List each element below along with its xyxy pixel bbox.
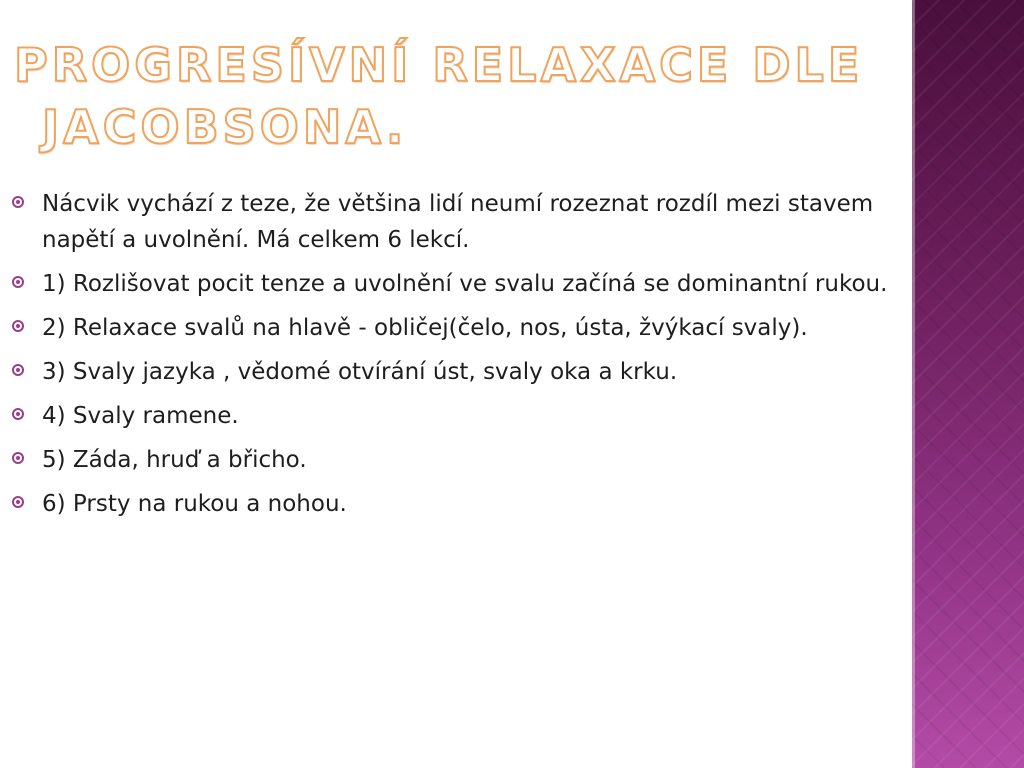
bullet-text: 3) Svaly jazyka , vědomé otvírání úst, svaly oka a krku.: [42, 359, 678, 385]
bullet-text: 5) Záda, hruď a břicho.: [42, 447, 307, 473]
bullet-icon: [12, 276, 24, 288]
bullet-item: [8, 398, 908, 434]
bullet-icon: [12, 364, 24, 376]
side-band-edge: [912, 0, 915, 768]
bullet-item: [8, 442, 908, 478]
bullet-item: [8, 486, 908, 522]
bullet-item: [8, 266, 908, 302]
slide-title: [14, 34, 894, 158]
bullet-text: 2) Relaxace svalů na hlavě - obličej(čelo, nos, ústa, žvýkací svaly).: [42, 315, 808, 341]
decorative-side-band: [912, 0, 1024, 768]
bullet-text: 1) Rozlišovat pocit tenze a uvolnění ve svalu začíná se dominantní rukou.: [42, 271, 888, 297]
bullet-text: Nácvik vychází z teze, že většina lidí neumí rozeznat rozdíl mezi stavem napětí a uvolnění. Má celkem 6 lekcí.: [42, 191, 874, 253]
bullet-icon: [12, 320, 24, 332]
bullet-list: [8, 186, 908, 530]
bullet-icon: [12, 452, 24, 464]
bullet-item: [8, 186, 908, 258]
bullet-icon: [12, 408, 24, 420]
bullet-icon: [12, 496, 24, 508]
slide-title-line-2: JACOBSONA.: [42, 100, 408, 154]
bullet-icon: [12, 196, 24, 208]
slide-title-line-1: PROGRESÍVNÍ RELAXACE DLE: [14, 38, 864, 92]
bullet-item: [8, 310, 908, 346]
bullet-text: 6) Prsty na rukou a nohou.: [42, 491, 347, 517]
bullet-text: 4) Svaly ramene.: [42, 403, 239, 429]
bullet-item: [8, 354, 908, 390]
